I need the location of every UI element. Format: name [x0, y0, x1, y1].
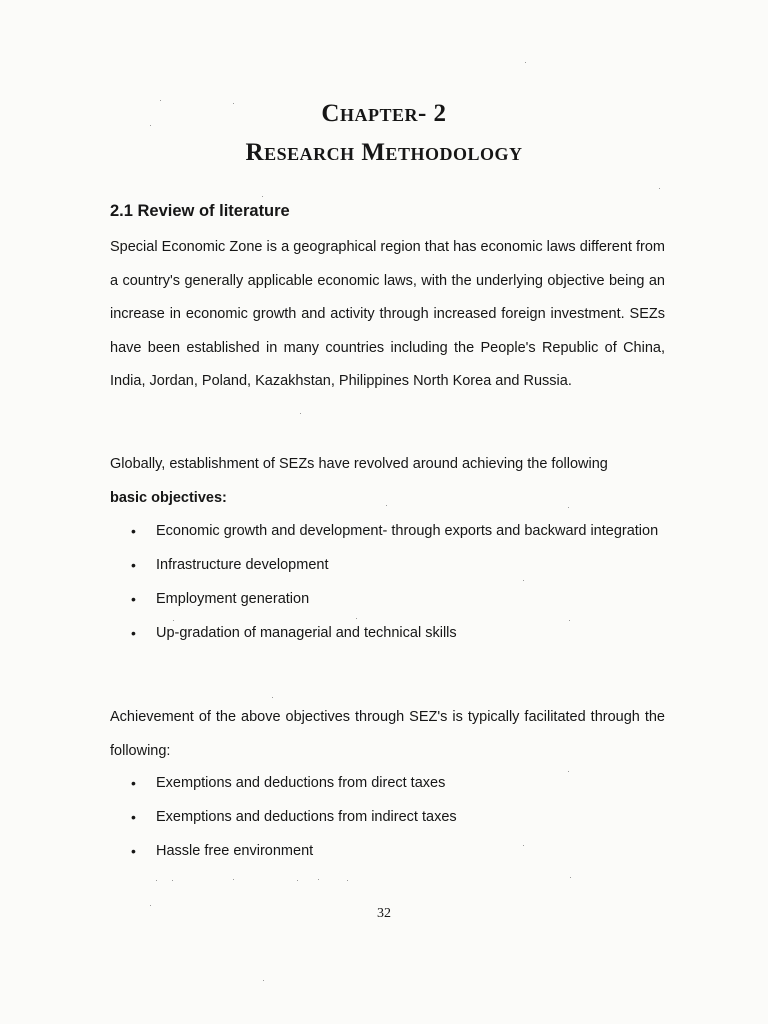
section-heading: 2.1 Review of literature: [110, 202, 290, 220]
facilitation-list: [0, 766, 768, 868]
scan-speck: [568, 507, 569, 508]
list-item: [0, 800, 665, 834]
scan-speck: [356, 618, 357, 619]
scan-speck: [568, 771, 569, 772]
list-item-text: Exemptions and deductions from indirect taxes: [156, 809, 457, 825]
scan-speck: [160, 100, 161, 101]
scan-speck: [300, 413, 301, 414]
bullet-icon: •: [131, 557, 136, 573]
scan-speck: [297, 880, 298, 881]
objectives-list: [0, 514, 768, 650]
scan-speck: [173, 620, 174, 621]
scan-speck: [156, 880, 157, 881]
scan-speck: [233, 879, 234, 880]
list-item-text: Hassle free environment: [156, 843, 314, 859]
scan-speck: [318, 879, 319, 880]
scan-speck: [150, 125, 151, 126]
bullet-icon: •: [131, 843, 136, 859]
scan-speck: [523, 845, 524, 846]
scan-speck: [172, 880, 173, 881]
chapter-label: Chapter- 2: [321, 100, 447, 127]
list-item: [0, 514, 665, 548]
intro-paragraph: Special Economic Zone is a geographical region that has economic laws different from a country's generally applicable economic laws, with the underlying objective being an increase in economic growth and activity through increased foreign investment. SEZs have been established in many countries including the People's Republic of China, India, Jordan, Poland, Kazakhstan, Philippines North Korea and Russia.: [110, 239, 665, 389]
bullet-icon: •: [131, 809, 136, 825]
scan-speck: [570, 877, 571, 878]
scan-speck: [569, 620, 570, 621]
page-number: 32: [377, 906, 391, 921]
bullet-icon: •: [131, 775, 136, 791]
scan-speck: [150, 905, 151, 906]
scan-speck: [262, 196, 263, 197]
list-item: [0, 834, 665, 868]
list-item-text: Infrastructure development: [156, 557, 329, 573]
objectives-label: basic objectives:: [110, 489, 227, 506]
scan-speck: [263, 980, 264, 981]
bullet-icon: •: [131, 625, 136, 641]
list-item-text: Exemptions and deductions from direct taxes: [156, 775, 446, 791]
scan-speck: [525, 62, 526, 63]
achievement-paragraph: Achievement of the above objectives through SEZ's is typically facilitated through the following:: [110, 709, 665, 759]
chapter-title: Research Methodology: [245, 139, 523, 166]
scan-speck: [347, 880, 348, 881]
list-item: [0, 582, 665, 616]
list-item-text: Up-gradation of managerial and technical skills: [156, 625, 457, 641]
scan-speck: [272, 697, 273, 698]
list-item-text: Employment generation: [156, 591, 310, 607]
list-item: [0, 616, 665, 650]
list-item: [0, 766, 665, 800]
scan-speck: [523, 580, 524, 581]
objectives-paragraph: [110, 448, 665, 515]
list-item-text: Economic growth and development- through exports and backward integration: [156, 523, 659, 539]
objectives-lead-text: Globally, establishment of SEZs have revolved around achieving the following: [110, 456, 608, 472]
list-item: [0, 548, 665, 582]
bullet-icon: •: [131, 523, 136, 539]
bullet-icon: •: [131, 591, 136, 607]
scan-speck: [386, 505, 387, 506]
scan-speck: [659, 188, 660, 189]
scan-speck: [233, 103, 234, 104]
